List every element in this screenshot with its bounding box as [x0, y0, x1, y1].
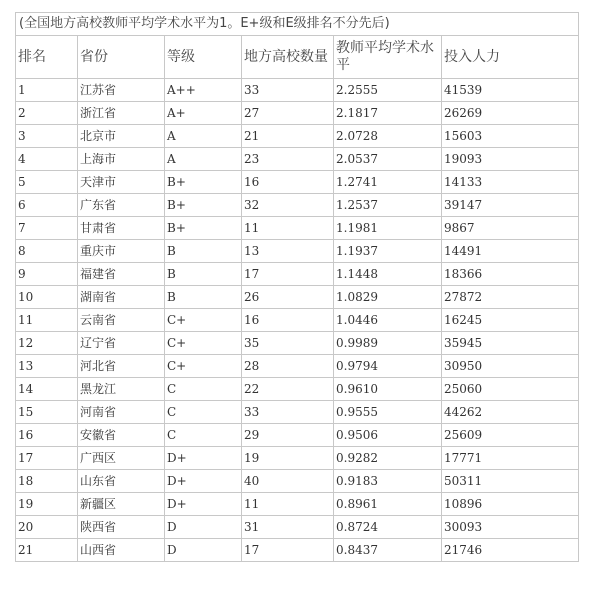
school-count-cell: 16	[242, 309, 334, 332]
manpower-cell: 26269	[442, 102, 579, 125]
header-rank: 排名	[16, 36, 78, 79]
table-row	[16, 378, 579, 401]
manpower-cell: 50311	[442, 470, 579, 493]
table-row	[16, 217, 579, 240]
province-cell: 广东省	[78, 194, 165, 217]
rank-cell: 11	[16, 309, 78, 332]
rank-cell: 8	[16, 240, 78, 263]
grade-cell: C+	[165, 355, 242, 378]
province-cell: 云南省	[78, 309, 165, 332]
manpower-cell: 25609	[442, 424, 579, 447]
academic-level-cell: 1.2537	[334, 194, 442, 217]
academic-level-cell: 0.9282	[334, 447, 442, 470]
academic-level-cell: 0.9989	[334, 332, 442, 355]
rank-cell: 20	[16, 516, 78, 539]
academic-level-cell: 1.1937	[334, 240, 442, 263]
grade-cell: B+	[165, 217, 242, 240]
manpower-cell: 39147	[442, 194, 579, 217]
province-cell: 上海市	[78, 148, 165, 171]
table-row	[16, 516, 579, 539]
school-count-cell: 16	[242, 171, 334, 194]
rank-cell: 4	[16, 148, 78, 171]
rank-cell: 16	[16, 424, 78, 447]
table-row	[16, 148, 579, 171]
academic-level-cell: 0.9506	[334, 424, 442, 447]
school-count-cell: 33	[242, 401, 334, 424]
grade-cell: B	[165, 240, 242, 263]
manpower-cell: 17771	[442, 447, 579, 470]
table-header-row	[16, 36, 579, 79]
academic-level-cell: 1.0446	[334, 309, 442, 332]
rank-cell: 1	[16, 79, 78, 102]
province-cell: 黑龙江	[78, 378, 165, 401]
school-count-cell: 28	[242, 355, 334, 378]
manpower-cell: 18366	[442, 263, 579, 286]
academic-level-cell: 0.8961	[334, 493, 442, 516]
school-count-cell: 26	[242, 286, 334, 309]
table-row	[16, 332, 579, 355]
province-cell: 新疆区	[78, 493, 165, 516]
academic-level-cell: 0.9610	[334, 378, 442, 401]
table-row	[16, 79, 579, 102]
manpower-cell: 16245	[442, 309, 579, 332]
academic-level-cell: 2.2555	[334, 79, 442, 102]
manpower-cell: 21746	[442, 539, 579, 562]
table-row	[16, 401, 579, 424]
school-count-cell: 17	[242, 539, 334, 562]
academic-level-cell: 1.0829	[334, 286, 442, 309]
rank-cell: 17	[16, 447, 78, 470]
province-cell: 重庆市	[78, 240, 165, 263]
table-row	[16, 355, 579, 378]
province-cell: 甘肃省	[78, 217, 165, 240]
grade-cell: A++	[165, 79, 242, 102]
province-cell: 河北省	[78, 355, 165, 378]
province-cell: 湖南省	[78, 286, 165, 309]
school-count-cell: 13	[242, 240, 334, 263]
manpower-cell: 30093	[442, 516, 579, 539]
academic-level-cell: 0.9555	[334, 401, 442, 424]
table-row	[16, 424, 579, 447]
school-count-cell: 17	[242, 263, 334, 286]
table-row	[16, 286, 579, 309]
grade-cell: C	[165, 401, 242, 424]
province-cell: 山东省	[78, 470, 165, 493]
table-row	[16, 125, 579, 148]
grade-cell: A	[165, 125, 242, 148]
grade-cell: B	[165, 286, 242, 309]
province-cell: 天津市	[78, 171, 165, 194]
header-grade: 等级	[165, 36, 242, 79]
rank-cell: 3	[16, 125, 78, 148]
school-count-cell: 33	[242, 79, 334, 102]
table-row	[16, 493, 579, 516]
rank-cell: 18	[16, 470, 78, 493]
province-cell: 河南省	[78, 401, 165, 424]
grade-cell: B	[165, 263, 242, 286]
manpower-cell: 9867	[442, 217, 579, 240]
rank-cell: 14	[16, 378, 78, 401]
table-row	[16, 309, 579, 332]
school-count-cell: 29	[242, 424, 334, 447]
school-count-cell: 11	[242, 217, 334, 240]
school-count-cell: 11	[242, 493, 334, 516]
grade-cell: D	[165, 539, 242, 562]
academic-level-cell: 2.0728	[334, 125, 442, 148]
grade-cell: C+	[165, 309, 242, 332]
manpower-cell: 25060	[442, 378, 579, 401]
table-row	[16, 240, 579, 263]
grade-cell: A+	[165, 102, 242, 125]
rank-cell: 9	[16, 263, 78, 286]
school-count-cell: 21	[242, 125, 334, 148]
province-cell: 北京市	[78, 125, 165, 148]
academic-level-cell: 0.8437	[334, 539, 442, 562]
grade-cell: C	[165, 378, 242, 401]
rank-cell: 19	[16, 493, 78, 516]
grade-cell: D+	[165, 493, 242, 516]
academic-level-cell: 1.2741	[334, 171, 442, 194]
grade-cell: C	[165, 424, 242, 447]
rank-cell: 2	[16, 102, 78, 125]
table-row	[16, 263, 579, 286]
table-caption: (全国地方高校教师平均学术水平为1。E+级和E级排名不分先后)	[16, 13, 579, 36]
header-school-count: 地方高校数量	[242, 36, 334, 79]
academic-level-cell: 0.9794	[334, 355, 442, 378]
manpower-cell: 19093	[442, 148, 579, 171]
school-count-cell: 19	[242, 447, 334, 470]
rank-cell: 21	[16, 539, 78, 562]
header-province: 省份	[78, 36, 165, 79]
ranking-table-body	[16, 13, 579, 562]
school-count-cell: 27	[242, 102, 334, 125]
grade-cell: D	[165, 516, 242, 539]
province-cell: 福建省	[78, 263, 165, 286]
table-row	[16, 539, 579, 562]
school-count-cell: 40	[242, 470, 334, 493]
academic-level-cell: 0.8724	[334, 516, 442, 539]
manpower-cell: 10896	[442, 493, 579, 516]
table-row	[16, 194, 579, 217]
rank-cell: 7	[16, 217, 78, 240]
academic-level-cell: 2.1817	[334, 102, 442, 125]
grade-cell: D+	[165, 470, 242, 493]
school-count-cell: 32	[242, 194, 334, 217]
grade-cell: B+	[165, 194, 242, 217]
rank-cell: 6	[16, 194, 78, 217]
manpower-cell: 27872	[442, 286, 579, 309]
province-cell: 陕西省	[78, 516, 165, 539]
table-row	[16, 470, 579, 493]
province-cell: 辽宁省	[78, 332, 165, 355]
rank-cell: 5	[16, 171, 78, 194]
school-count-cell: 35	[242, 332, 334, 355]
academic-level-cell: 0.9183	[334, 470, 442, 493]
academic-level-cell: 2.0537	[334, 148, 442, 171]
rank-cell: 10	[16, 286, 78, 309]
academic-level-cell: 1.1981	[334, 217, 442, 240]
grade-cell: D+	[165, 447, 242, 470]
grade-cell: A	[165, 148, 242, 171]
province-cell: 江苏省	[78, 79, 165, 102]
manpower-cell: 30950	[442, 355, 579, 378]
academic-level-cell: 1.1448	[334, 263, 442, 286]
header-academic-level: 教师平均学术水平	[334, 36, 442, 79]
province-cell: 安徽省	[78, 424, 165, 447]
table-row	[16, 447, 579, 470]
table-row	[16, 171, 579, 194]
manpower-cell: 14133	[442, 171, 579, 194]
manpower-cell: 14491	[442, 240, 579, 263]
province-cell: 浙江省	[78, 102, 165, 125]
grade-cell: C+	[165, 332, 242, 355]
table-row	[16, 102, 579, 125]
table-caption-row	[16, 13, 579, 36]
school-count-cell: 22	[242, 378, 334, 401]
manpower-cell: 44262	[442, 401, 579, 424]
grade-cell: B+	[165, 171, 242, 194]
school-count-cell: 23	[242, 148, 334, 171]
rank-cell: 15	[16, 401, 78, 424]
province-cell: 山西省	[78, 539, 165, 562]
rank-cell: 12	[16, 332, 78, 355]
ranking-table	[15, 12, 579, 562]
manpower-cell: 35945	[442, 332, 579, 355]
manpower-cell: 41539	[442, 79, 579, 102]
manpower-cell: 15603	[442, 125, 579, 148]
province-cell: 广西区	[78, 447, 165, 470]
school-count-cell: 31	[242, 516, 334, 539]
header-manpower: 投入人力	[442, 36, 579, 79]
rank-cell: 13	[16, 355, 78, 378]
